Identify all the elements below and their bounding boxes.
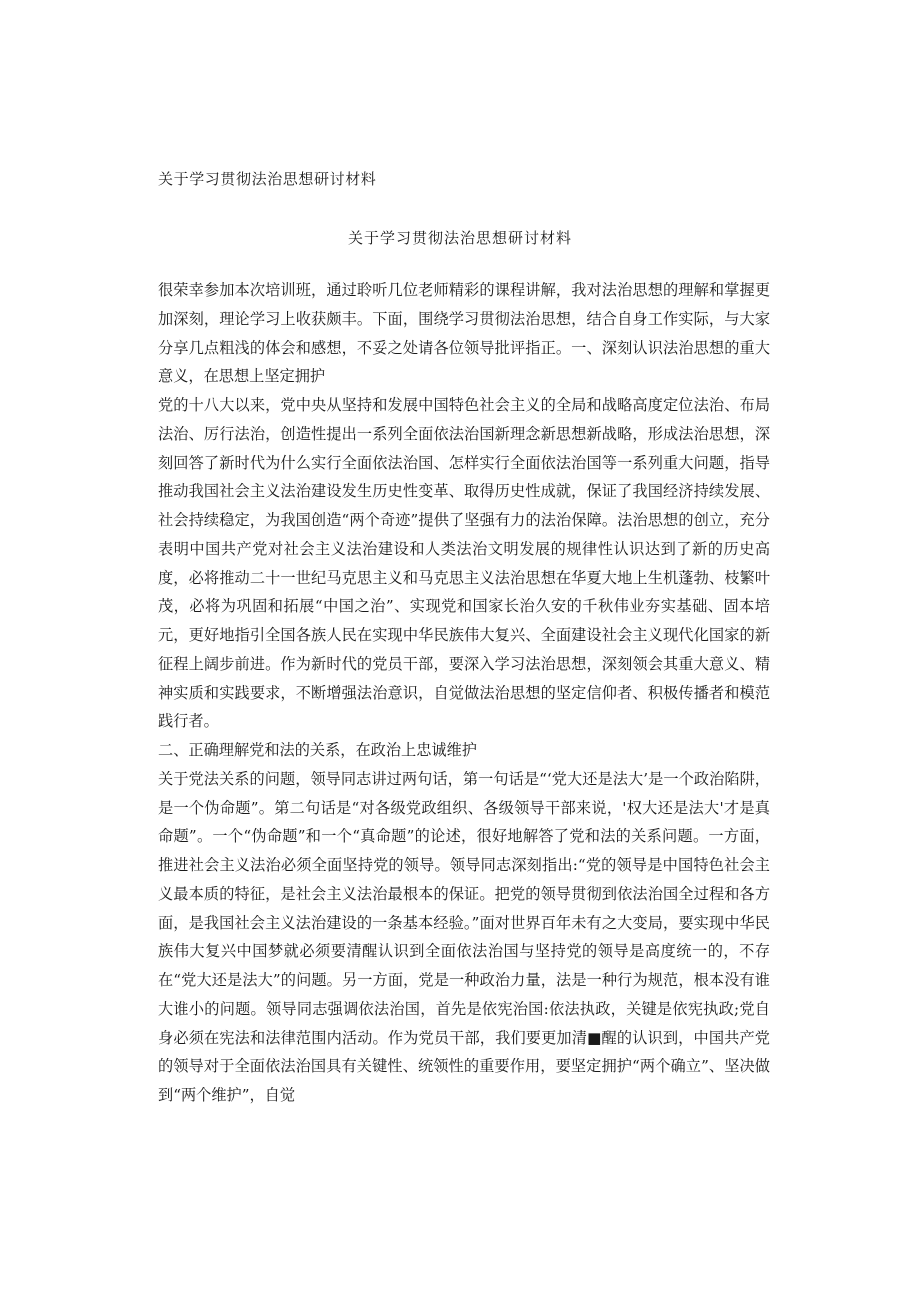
document-header: 关于学习贯彻法治思想研讨材料 bbox=[158, 170, 377, 188]
document-title: 关于学习贯彻法治思想研讨材料 bbox=[347, 229, 572, 247]
document-body bbox=[158, 276, 770, 1110]
paragraph-significance: 党的十八大以来，党中央从坚持和发展中国特色社会主义的全局和战略高度定位法治、布局法治、厉行法治，创造性提出一系列全面依法治国新理念新思想新战略，形成法治思想，深刻回答了新时代为什么实行全面依法治国、怎样实行全面依法治国等一系列重大问题，指导推动我国社会主义法治建设发生历史性变革、取得历史性成就，保证了我国经济持续发展、社会持续稳定，为我国创造“两个奇迹”提供了坚强有力的法治保障。法治思想的创立，充分表明中国共产党对社会主义法治建设和人类法治文明发展的规律性认识达到了新的历史高度，必将推动二十一世纪马克思主义和马克思主义法治思想在华夏大地上生机蓬勃、枝繁叶茂，必将为巩固和拓展“中国之治”、实现党和国家长治久安的千秋伟业夯实基础、固本培元，更好地指引全国各族人民在实现中华民族伟大复兴、全面建设社会主义现代化国家的新征程上阔步前进。作为新时代的党员干部，要深入学习法治思想，深刻领会其重大意义、精神实质和实践要求，不断增强法治意识，自觉做法治思想的坚定信仰者、积极传播者和模范践行者。 bbox=[158, 396, 770, 731]
section-heading-party-law: 二、正确理解党和法的关系，在政治上忠诚维护 bbox=[158, 741, 477, 759]
paragraph-party-law: 关于党法关系的问题，领导同志讲过两句话，第一句话是“‘党大还是法大’是一个政治陷阱，是一个伪命题”。第二句话是“对各级党政组织、各级领导干部来说，'权大还是法大'才是真命题”。一个“伪命题”和一个“真命题”的论述，很好地解答了党和法的关系问题。一方面，推进社会主义法治必须全面坚持党的领导。领导同志深刻指出:“党的领导是中国特色社会主义最本质的特征，是社会主义法治最根本的保证。把党的领导贯彻到依法治国全过程和各方面，是我国社会主义法治建设的一条基本经验。”面对世界百年未有之大变局，要实现中华民族伟大复兴中国梦就必须要清醒认识到全面依法治国与坚持党的领导是高度统一的，不存在“党大还是法大”的问题。另一方面，党是一种政治力量，法是一种行为规范，根本没有谁大谁小的问题。领导同志强调依法治国，首先是依宪治国:依法执政，关键是依宪执政;党自身必须在宪法和法律范围内活动。作为党员干部，我们要更加清■醒的认识到，中国共产党的领导对于全面依法治国具有关键性、统领性的重要作用，要坚定拥护“两个确立”、坚决做到“两个维护”，自觉 bbox=[158, 769, 770, 1104]
paragraph-intro: 很荣幸参加本次培训班，通过聆听几位老师精彩的课程讲解，我对法治思想的理解和掌握更加深刻，理论学习上收获颇丰。下面，围绕学习贯彻法治思想，结合自身工作实际，与大家分享几点粗浅的体会和感想，不妥之处请各位领导批评指正。一、深刻认识法治思想的重大意义，在思想上坚定拥护 bbox=[158, 281, 770, 386]
